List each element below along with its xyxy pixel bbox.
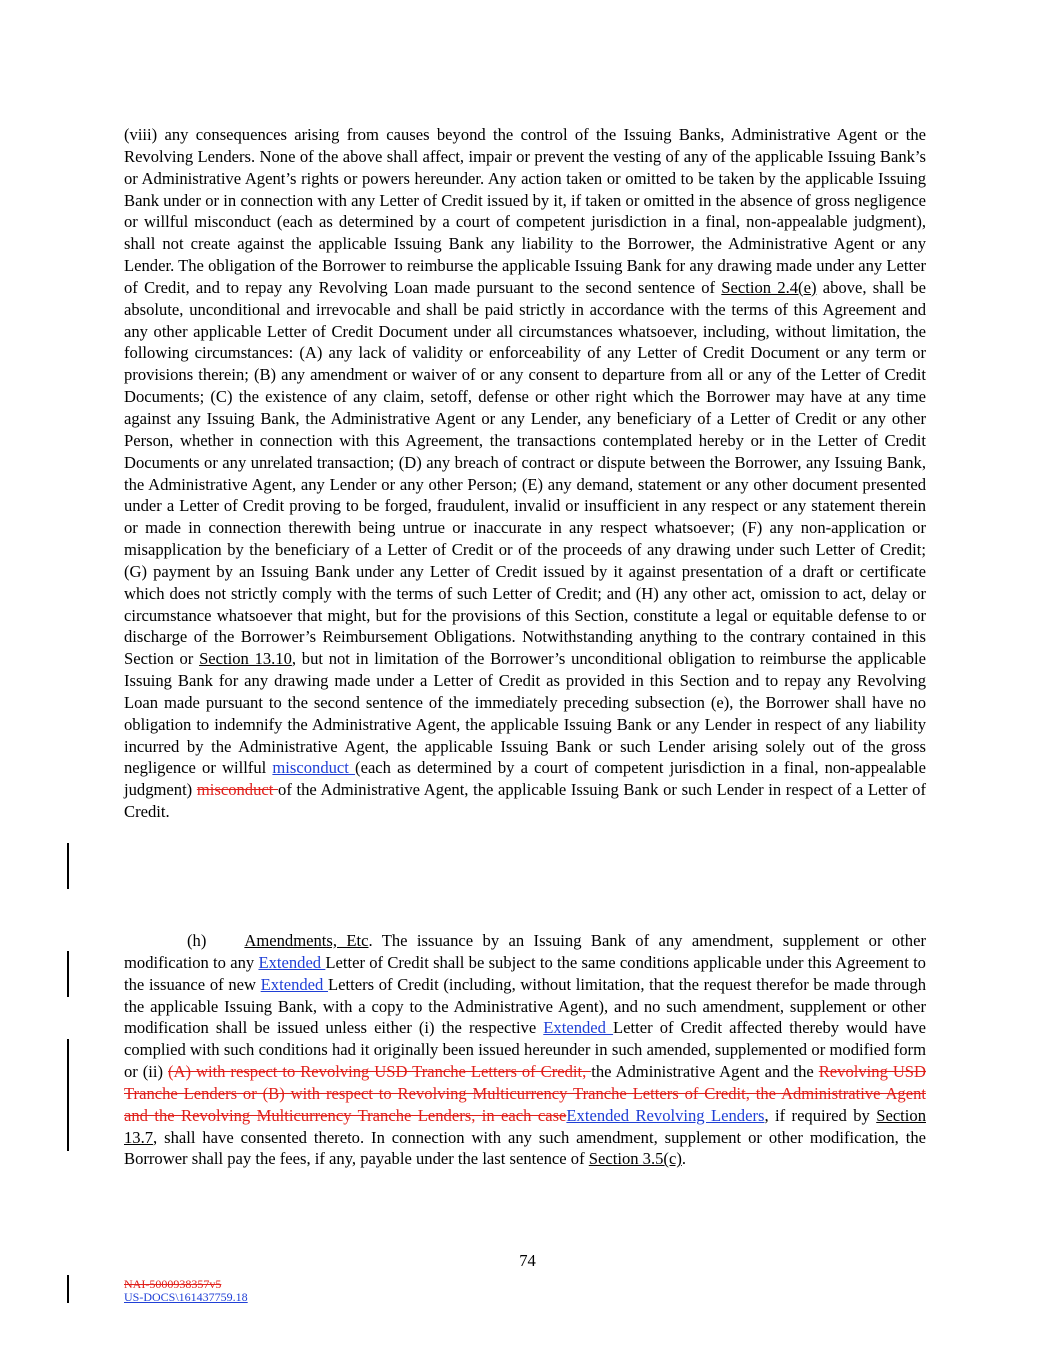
page-number: 74	[519, 1251, 536, 1270]
inserted-text: Extended	[258, 952, 326, 972]
change-bar	[67, 843, 69, 889]
footer-doc-ids	[124, 1278, 248, 1304]
text-run: , but not in limitation of the Borrower’s unconditional obligation to reimburse the applicable Issuing Bank for any drawing made under a Letter of Credit as provided in this Section and to repay any Revolving Loan made pursuant to the second sentence of the immediately preceding subsection (e), the Borrower shall have no obligation to indemnify the Administrative Agent, the applicable Issuing Bank or any Lender in respect of any liability incurred by the Administrative Agent, the applicable Issuing Bank or such Lender arising solely out of the gross negligence or willful	[124, 649, 926, 778]
inserted-text: Extended	[260, 974, 328, 994]
section-reference: Section 2.4(e)	[721, 277, 817, 297]
text-run: . The issuance by an Issuing Bank of any amendment, supplement or other modification to any	[124, 931, 926, 972]
text-run: , if required by	[764, 1105, 877, 1125]
text-run: (viii) any consequences arising from causes beyond the control of the Issuing Banks, Administrative Agent or the Revolving Lenders. None of the above shall affect, impair or prevent the vesting of any of the applicable Issuing Bank’s or Administrative Agent’s rights or powers hereunder. Any action taken or omitted to be taken by the applicable Issuing Bank under or in connection with any Letter of Credit issued by it, if taken or omitted in the absence of gross negligence or willful misconduct (each as determined by a court of competent jurisdiction in a final, non-appealable judgment), shall not create against the applicable Issuing Bank any liability to the Borrower, the Administrative Agent or any Lender. The obligation of the Borrower to reimburse the applicable Issuing Bank for any drawing made under any Letter of Credit, and to repay any Revolving Loan made pursuant to the second sentence of	[124, 125, 926, 297]
paragraph-h	[124, 930, 926, 1170]
section-reference: Section 13.7	[124, 1105, 926, 1147]
change-bar	[67, 1039, 69, 1151]
deleted-text: (A) with respect to Revolving USD Tranche Letters of Credit,	[168, 1062, 592, 1082]
text-run: .	[681, 1149, 687, 1169]
section-reference: Section 3.5(c)	[588, 1149, 682, 1169]
deleted-doc-id: NAI-5000938357v5	[124, 1277, 222, 1291]
section-reference: Section 13.10	[199, 649, 292, 669]
text-run: of the Administrative Agent, the applicable Issuing Bank or such Lender in respect of a Letter of Credit.	[124, 780, 926, 822]
text-run: Letters of Credit (including, without limitation, that the request therefor be made through the applicable Issuing Bank, with a copy to the Administrative Agent), and no such amendment, supplement or other modification shall be issued unless either (i) the respective	[124, 974, 926, 1038]
inserted-text: Extended	[543, 1018, 614, 1038]
text-run: (each as determined by a court of competent jurisdiction in a final, non-appealable judgment)	[124, 758, 926, 800]
deleted-text: Revolving USD Tranche Lenders or (B) with respect to Revolving Multicurrency Tranche Letters of Credit, the Administrative Agent and the Revolving Multicurrency Tranche Lenders, in each case	[124, 1062, 927, 1125]
inserted-text: Extended Revolving Lenders	[566, 1105, 765, 1125]
section-heading: Amendments, Etc	[244, 931, 369, 950]
text-run: , shall have consented thereto. In connection with any such amendment, supplement or other modification, the Borrower shall pay the fees, if any, payable under the last sentence of	[124, 1127, 926, 1169]
text-run: Letter of Credit affected thereby would have complied with such conditions had it originally been issued hereunder in such amended, supplemented or modified form or (ii)	[124, 1018, 926, 1082]
text-run: Letter of Credit shall be subject to the same conditions applicable under this Agreement to the issuance of new	[124, 952, 926, 994]
deleted-text: misconduct	[196, 780, 279, 800]
inserted-doc-id: US-DOCS\161437759.18	[124, 1290, 248, 1304]
paragraph-label: (h)	[187, 931, 207, 950]
text-run: the Administrative Agent and the	[591, 1062, 819, 1082]
text-run: above, shall be absolute, unconditional and irrevocable and shall be paid strictly in accordance with the terms of this Agreement and any other applicable Letter of Credit Document under all circumstances whatsoever, including, without limitation, the following circumstances: (A) any lack of validity or enforceability of any Letter of Credit Document or any term or provisions therein; (B) any amendment or waiver of or any consent to departure from all or any of the Letter of Credit Documents; (C) the existence of any claim, setoff, defense or other right which the Borrower may have at any time against any Issuing Bank, the Administrative Agent or any Lender, any beneficiary of a Letter of Credit or any other Person, whether in connection with this Agreement, the transactions contemplated hereby or in the Letter of Credit Documents or any unrelated transaction; (D) any breach of contract or dispute between the Borrower, any Issuing Bank, the Administrative Agent, any Lender or any other Person; (E) any demand, statement or any other document presented under a Letter of Credit proving to be forged, fraudulent, invalid or insufficient in any respect or any statement therein or made in connection therewith being untrue or inaccurate in any respect whatsoever; (F) any non-application or misapplication by the beneficiary of a Letter of Credit or of the proceeds of any drawing under such Letter of Credit; (G) payment by an Issuing Bank under any Letter of Credit issued by it against presentation of a draft or certificate which does not strictly comply with the terms of such Letter of Credit; and (H) any other act, omission to act, delay or circumstance whatsoever that might, but for the provisions of this Section, constitute a legal or equitable defense to or discharge of the Borrower’s Reimbursement Obligations. Notwithstanding anything to the contrary contained in this Section or	[124, 277, 926, 669]
change-bar	[67, 1275, 69, 1303]
inserted-text: misconduct	[272, 758, 356, 778]
paragraph-viii	[124, 124, 926, 823]
change-bar	[67, 951, 69, 997]
